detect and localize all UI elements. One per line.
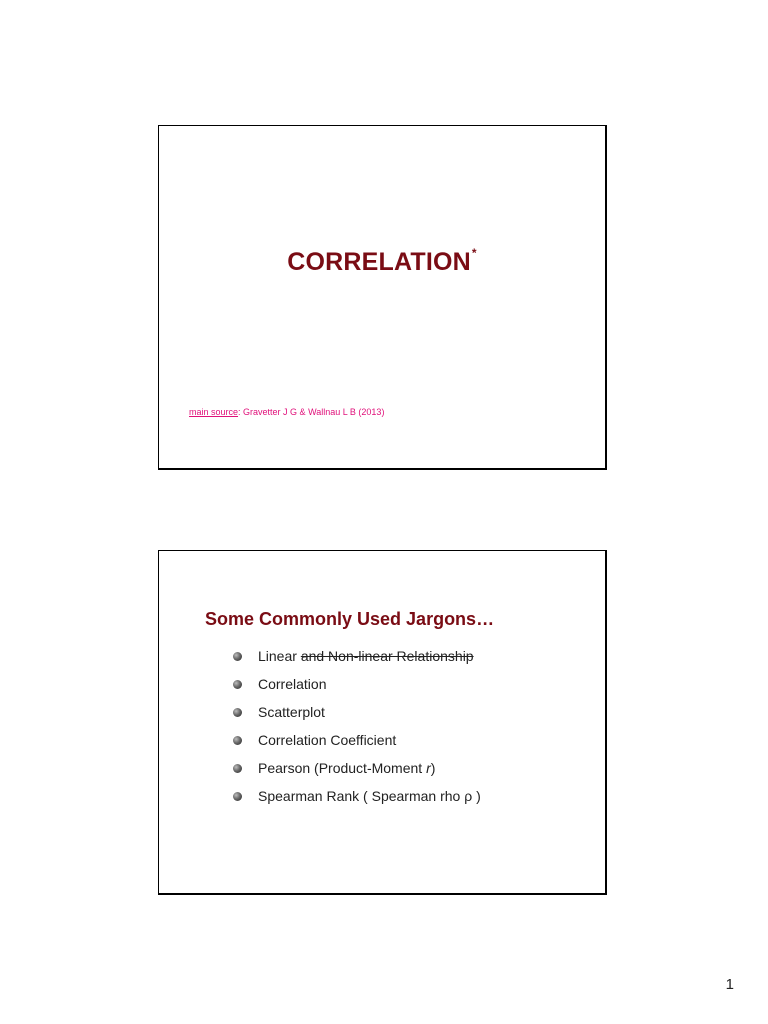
list-item bbox=[233, 759, 481, 787]
source-separator: : bbox=[238, 407, 241, 417]
bullet-text: Correlation bbox=[258, 676, 327, 692]
bullet-text: Scatterplot bbox=[258, 704, 325, 720]
list-item bbox=[233, 647, 481, 675]
source-label: main source bbox=[189, 407, 239, 417]
title-footnote-marker: * bbox=[471, 246, 477, 260]
source-citation: Gravetter J G & Wallnau L B (2013) bbox=[240, 407, 385, 417]
list-item bbox=[233, 731, 481, 759]
bullet-icon bbox=[233, 764, 242, 773]
bullet-icon bbox=[233, 680, 242, 689]
list-item bbox=[233, 787, 481, 815]
title-text: CORRELATION bbox=[287, 248, 471, 276]
slide-title bbox=[159, 248, 605, 277]
bullet-text: Pearson (Product-Moment bbox=[258, 760, 427, 776]
slide-2 bbox=[158, 550, 607, 895]
slide-1 bbox=[158, 125, 607, 470]
list-item bbox=[233, 703, 481, 731]
bullet-suffix: ) bbox=[430, 760, 436, 776]
bullet-text: Linear bbox=[258, 648, 301, 664]
source-note bbox=[189, 407, 384, 417]
bullet-list bbox=[233, 647, 481, 815]
slide-heading: Some Commonly Used Jargons… bbox=[205, 609, 495, 629]
bullet-text: Correlation Coefficient bbox=[258, 732, 397, 748]
bullet-struck-text: and Non-linear Relationship bbox=[300, 648, 474, 664]
bullet-icon bbox=[233, 792, 242, 801]
list-item bbox=[233, 675, 481, 703]
bullet-icon bbox=[233, 708, 242, 717]
page-number: 1 bbox=[725, 976, 734, 993]
bullet-icon bbox=[233, 736, 242, 745]
bullet-text: Spearman Rank ( Spearman rho ρ ) bbox=[258, 788, 481, 804]
bullet-icon bbox=[233, 652, 242, 661]
bullet-italic-text: r bbox=[426, 760, 431, 776]
